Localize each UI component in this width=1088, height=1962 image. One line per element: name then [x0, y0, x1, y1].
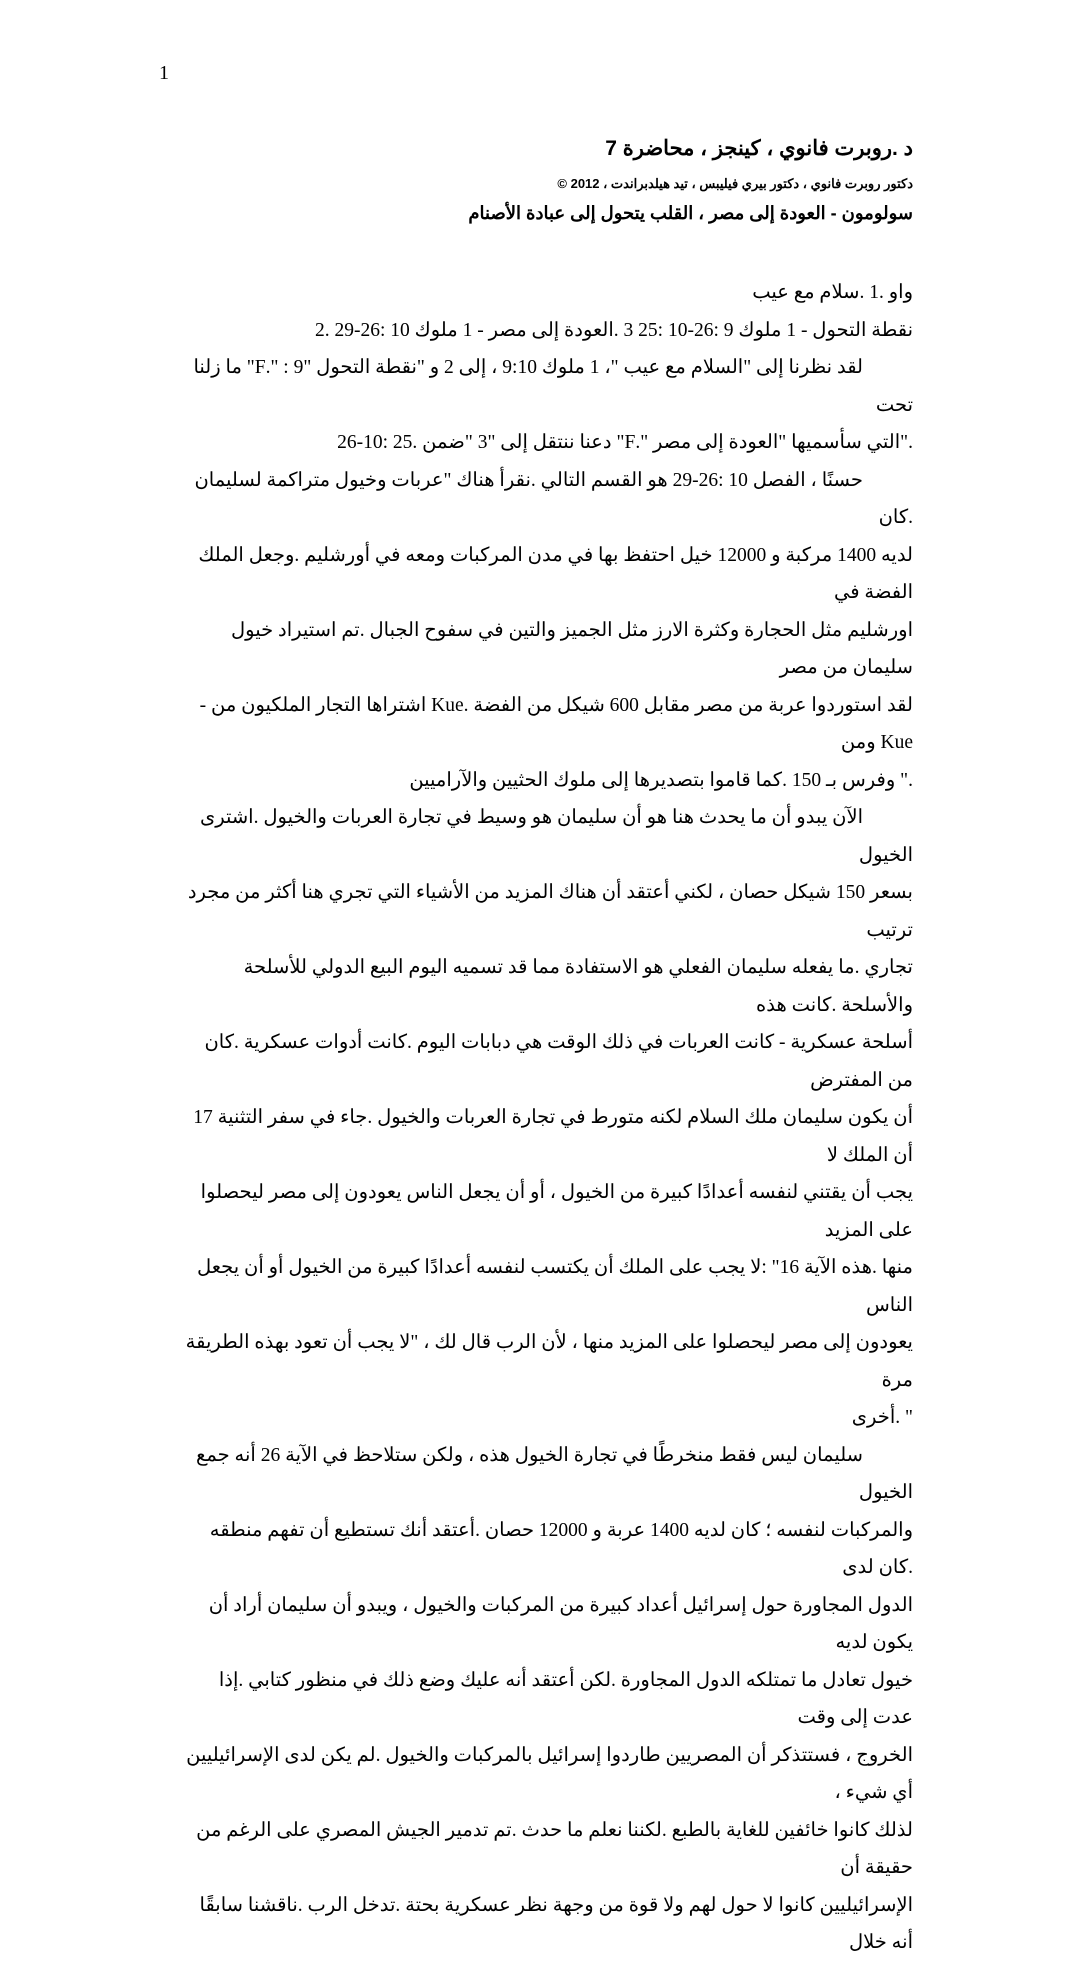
outline-line: واو .1 .سلام مع عيب: [752, 282, 913, 303]
text-line: ." وفرس بـ 150 .كما قاموا بتصديرها إلى ملوك الحثيين والآراميين: [409, 769, 913, 791]
paragraph: [175, 1437, 913, 1962]
text-line: سليمان ليس فقط منخرطًا في تجارة الخيول هذه ، ولكن ستلاحظ في الآية 26 أنه جمع الخيول: [195, 1444, 913, 1503]
paragraph: [175, 349, 913, 462]
text-line: منها .هذه الآية 16" :لا يجب على الملك أن يكتسب لنفسه أعدادًا كبيرة من الخيول أو أن يجعل الناس: [196, 1257, 913, 1316]
text-line: لذلك كانوا خائفين للغاية بالطبع .لكننا نعلم ما حدث .تم تدمير الجيش المصري على الرغم من حقيقة أن: [196, 1819, 913, 1878]
authors-copyright: دكتور روبرت فانوي ، دكتور بيري فيليبس ، تيد هيلدبراندت ، 2012 ©: [557, 176, 913, 191]
text-line: الدول المجاورة حول إسرائيل أعداد كبيرة من المركبات والخيول ، ويبدو أن سليمان أراد أن يكون لديه: [208, 1594, 913, 1653]
text-line: لقد نظرنا إلى "السلام مع عيب "، 1 ملوك 9:10 ، إلى 2 و "نقطة التحول "9 : ".F" ما زلنا تحت: [193, 357, 913, 416]
text-line: يعودون إلى مصر ليحصلوا على المزيد منها ، لأن الرب قال لك ، "لا يجب أن تعود بهذه الطريقة مرة: [185, 1332, 913, 1391]
text-line: والمركبات لنفسه ؛ كان لديه 1400 عربة و 12000 حصان .أعتقد أنك تستطيع أن تفهم منطقه .كان لدى: [209, 1519, 913, 1578]
text-line: حسنًا ، الفصل 10 :26-29 هو القسم التالي .نقرأ هناك "عربات وخيول متراكمة لسليمان .كان: [194, 469, 913, 528]
outline: [175, 274, 913, 349]
document-title: د .روبرت فانوي ، كينجز ، محاضرة 7: [605, 137, 913, 160]
document-body: [175, 120, 913, 1962]
paragraph: [175, 799, 913, 1437]
text-line: أسلحة عسكرية - كانت العربات في ذلك الوقت هي دبابات اليوم .كانت أدوات عسكرية .كان من المفترض: [204, 1032, 913, 1091]
paragraph: [175, 462, 913, 800]
lecture-subtitle: سولومون - العودة إلى مصر ، القلب يتحول إلى عبادة الأصنام: [468, 203, 913, 223]
text-line: " .أخرى: [851, 1407, 913, 1428]
outline-line: نقطة التحول - 1 ملوك 9 :26-10 :25 3 .العودة إلى مصر - 1 ملوك 10 :26-29 .2: [314, 319, 913, 341]
text-line: لديه 1400 مركبة و 12000 خيل احتفظ بها في مدن المركبات ومعه في أورشليم .وجعل الملك الفضة في: [198, 544, 913, 603]
page-number: 1: [159, 62, 169, 84]
text-line: لقد استوردوا عربة من مصر مقابل 600 شيكل من الفضة .Kue اشتراها التجار الملكيون من - Kue ومن: [199, 694, 913, 753]
text-line: بسعر 150 شيكل حصان ، لكني أعتقد أن هناك المزيد من الأشياء التي تجري هنا أكثر من مجرد ترتيب: [187, 882, 913, 941]
text-line: أن يكون سليمان ملك السلام لكنه متورط في تجارة العربات والخيول .جاء في سفر التثنية 17 أن الملك لا: [193, 1107, 913, 1166]
text-line: الآن يبدو أن ما يحدث هنا هو أن سليمان هو وسيط في تجارة العربات والخيول .اشترى الخيول: [199, 807, 913, 866]
text-line: الإسرائيليين كانوا لا حول لهم ولا قوة من وجهة نظر عسكرية بحتة .تدخل الرب .ناقشنا سابقًا أنه خلال: [199, 1894, 913, 1953]
text-line: تجاري .ما يفعله سليمان الفعلي هو الاستفادة مما قد تسميه اليوم البيع الدولي للأسلحة والأسلحة .كانت هذه: [243, 957, 913, 1016]
text-line: خيول تعادل ما تمتلكه الدول المجاورة .لكن أعتقد أنه عليك وضع ذلك في منظور كتابي .إذا عدت إلى وقت: [218, 1669, 913, 1728]
text-line: اورشليم مثل الحجارة وكثرة الارز مثل الجميز والتين في سفوح الجبال .تم استيراد خيول سليمان من مصر: [231, 619, 913, 678]
text-line: الخروج ، فستتذكر أن المصريين طاردوا إسرائيل بالمركبات والخيول .لم يكن لدى الإسرائيليين أي شيء ،: [186, 1744, 913, 1803]
text-line: يجب أن يقتني لنفسه أعدادًا كبيرة من الخيول ، أو أن يجعل الناس يعودون إلى مصر ليحصلوا على المزيد: [200, 1182, 913, 1241]
text-line: ."التي سأسميها "العودة إلى مصر ".F" دعنا ننتقل إلى "3 "ضمن .25 :10-26: [337, 432, 913, 453]
